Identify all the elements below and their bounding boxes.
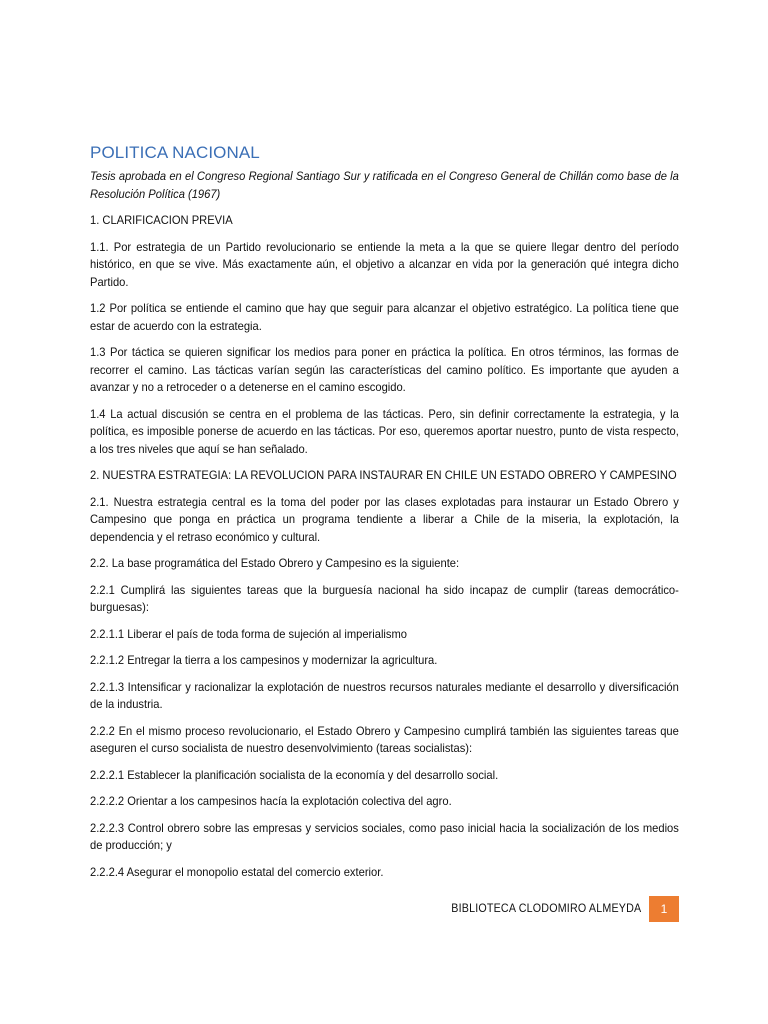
- paragraph: 2.1. Nuestra estrategia central es la toma del poder por las clases explotadas para instaurar un Estado Obrero y Campesino que ponga en práctica un programa tendiente a liberar a Chile de la miseria, la explotación, la dependencia y el retraso económico y cultural.: [90, 494, 679, 544]
- page-number-badge: 1: [649, 896, 679, 922]
- paragraph: 2.2.2.2 Orientar a los campesinos hacía la explotación colectiva del agro.: [90, 794, 452, 808]
- document-body: [90, 142, 679, 890]
- section-heading: 2. NUESTRA ESTRATEGIA: LA REVOLUCION PARA INSTAURAR EN CHILE UN ESTADO OBRERO Y CAMPESINO: [90, 468, 677, 482]
- paragraph: 2.2.1.1 Liberar el país de toda forma de sujeción al imperialismo: [90, 626, 407, 641]
- paragraph: 1.2 Por política se entiende el camino que hay que seguir para alcanzar el objetivo estratégico. La política tiene que estar de acuerdo con la estrategia.: [90, 301, 679, 333]
- section-heading: 1. CLARIFICACION PREVIA: [90, 213, 233, 227]
- paragraph: 2.2. La base programática del Estado Obrero y Campesino es la siguiente:: [90, 556, 460, 570]
- paragraph: 1.1. Por estrategia de un Partido revolucionario se entiende la meta a la que se quiere llegar dentro del período histórico, en que se vive. Más exactamente aún, el objetivo a alcanzar en vida por la generación qué integra dicho Partido.: [90, 239, 679, 289]
- paragraph: 2.2.2 En el mismo proceso revolucionario, el Estado Obrero y Campesino cumplirá también las siguientes tareas que aseguren el curso socialista de nuestro desenvolvimiento (tareas socialistas):: [90, 723, 679, 755]
- paragraph: 2.2.2.3 Control obrero sobre las empresas y servicios sociales, como paso inicial hacia la socialización de los medios de producción; y: [90, 820, 679, 852]
- page-footer: [437, 896, 679, 922]
- paragraph: 1.4 La actual discusión se centra en el problema de las tácticas. Pero, sin definir correctamente la estrategia, y la política, es imposible ponerse de acuerdo en las tácticas. Por eso, queremos aportar nuestro, punto de vista respecto, a los tres niveles que aquí se han señalado.: [90, 406, 679, 456]
- document-title: POLITICA NACIONAL: [90, 143, 260, 162]
- paragraph: 2.2.1.2 Entregar la tierra a los campesinos y modernizar la agricultura.: [90, 653, 438, 667]
- paragraph: 2.2.2.4 Asegurar el monopolio estatal del comercio exterior.: [90, 864, 384, 879]
- paragraph: 2.2.1.3 Intensificar y racionalizar la explotación de nuestros recursos naturales mediante el desarrollo y diversificación de la industria.: [90, 679, 679, 711]
- paragraph: 2.2.1 Cumplirá las siguientes tareas que la burguesía nacional ha sido incapaz de cumplir (tareas democrático-burguesas):: [90, 582, 679, 614]
- footer-label: BIBLIOTECA CLODOMIRO ALMEYDA: [450, 903, 641, 915]
- paragraph: 1.3 Por táctica se quieren significar los medios para poner en práctica la política. En otros términos, las formas de recorrer el camino. Las tácticas varían según las características del camino político. Es importante que ayuden a avanzar y no a retroceder o a detenerse en el camino escogido.: [90, 345, 679, 394]
- document-subtitle: Tesis aprobada en el Congreso Regional Santiago Sur y ratificada en el Congreso General de Chillán como base de la Resolución Política (1967): [90, 169, 679, 201]
- paragraph: 2.2.2.1 Establecer la planificación socialista de la economía y del desarrollo social.: [90, 767, 499, 782]
